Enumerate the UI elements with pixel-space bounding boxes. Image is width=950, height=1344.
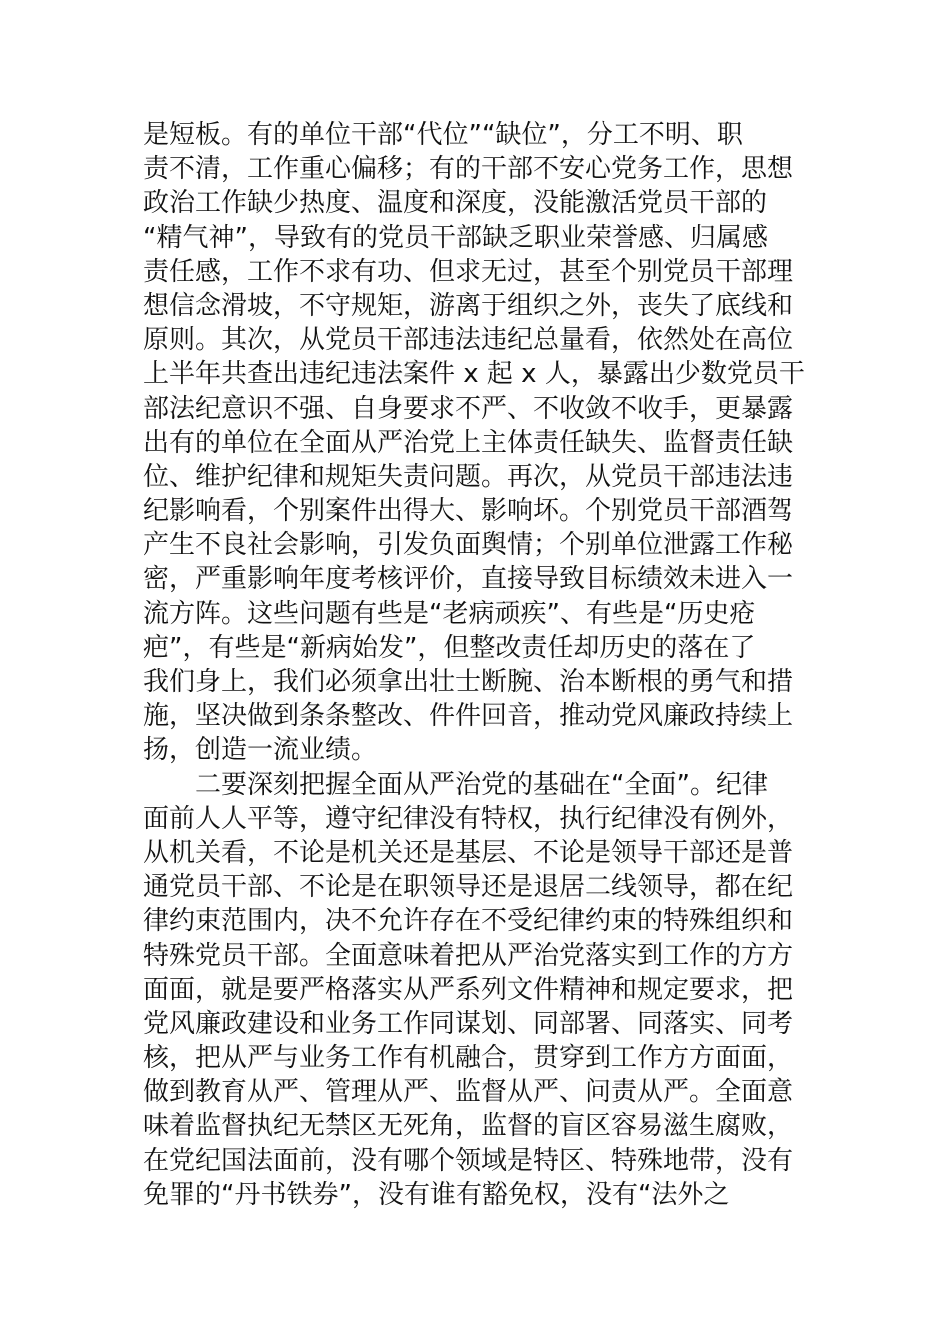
text-line: 通党员干部、不论是在职领导还是退居二线领导，都在纪	[143, 872, 794, 903]
text-line: 特殊党员干部。全面意味着把从严治党落实到工作的方方	[143, 940, 794, 971]
text-line: 纪影响看，个别案件出得大、影响坏。个别党员干部酒驾	[143, 496, 794, 527]
text-line: 政治工作缺少热度、温度和深度，没能激活党员干部的	[143, 188, 768, 219]
text-line: 想信念滑坡，不守规矩，游离于组织之外，丧失了底线和	[143, 290, 794, 321]
text-line: 二要深刻把握全面从严治党的基础在“全面”。纪律	[143, 769, 768, 800]
text-line: 我们身上，我们必须拿出壮士断腕、治本断根的勇气和措	[143, 667, 794, 697]
text-line: 部法纪意识不强、自身要求不严、不收敛不收手，更暴露	[143, 393, 794, 424]
text-line: 党风廉政建设和业务工作同谋划、同部署、同落实、同考	[143, 1008, 794, 1039]
text-line: 上半年共查出违纪违法案件 x 起 x 人，暴露出少数党员干	[143, 359, 805, 390]
text-line: 原则。其次，从党员干部违法违纪总量看，依然处在高位	[143, 325, 794, 356]
text-line: “精气神”，导致有的党员干部缺乏职业荣誉感、归属感	[143, 222, 768, 253]
text-line: 核，把从严与业务工作有机融合，贯穿到工作方方面面，	[143, 1043, 794, 1074]
text-line: 责不清，工作重心偏移；有的干部不安心党务工作，思想	[143, 154, 794, 185]
text-line: 做到教育从严、管理从严、监督从严、问责从严。全面意	[143, 1077, 794, 1108]
text-line: 面面，就是要严格落实从严系列文件精神和规定要求，把	[143, 974, 794, 1005]
text-line: 面前人人平等，遵守纪律没有特权，执行纪律没有例外，	[143, 803, 794, 834]
text-line: 位、维护纪律和规矩失责问题。再次，从党员干部违法违	[143, 461, 794, 492]
text-line: 产生不良社会影响，引发负面舆情；个别单位泄露工作秘	[143, 530, 794, 561]
text-line: 出有的单位在全面从严治党上主体责任缺失、监督责任缺	[143, 427, 794, 458]
body-text	[143, 118, 811, 1212]
text-line: 施，坚决做到条条整改、件件回音，推动党风廉政持续上	[143, 701, 794, 732]
text-line: 在党纪国法面前，没有哪个领域是特区、特殊地带，没有	[143, 1145, 794, 1176]
text-line: 流方阵。这些问题有些是“老病顽疾”、有些是“历史疮	[143, 598, 756, 629]
text-line: 律约束范围内，决不允许存在不受纪律约束的特殊组织和	[143, 906, 794, 937]
text-line: 从机关看，不论是机关还是基层、不论是领导干部还是普	[143, 837, 794, 868]
text-line: 责任感，工作不求有功、但求无过，甚至个别党员干部理	[143, 256, 794, 287]
text-line: 味着监督执纪无禁区无死角，监督的盲区容易滋生腐败，	[143, 1111, 794, 1142]
text-line: 免罪的“丹书铁券”，没有谁有豁免权，没有“法外之	[143, 1179, 730, 1210]
text-line: 是短板。有的单位干部“代位”“缺位”，分工不明、职	[143, 120, 743, 150]
text-line: 密，严重影响年度考核评价，直接导致目标绩效未进入一	[143, 564, 794, 595]
text-line: 扬，创造一流业绩。	[143, 735, 378, 766]
text-line: 疤”，有些是“新病始发”，但整改责任却历史的落在了	[143, 632, 756, 663]
